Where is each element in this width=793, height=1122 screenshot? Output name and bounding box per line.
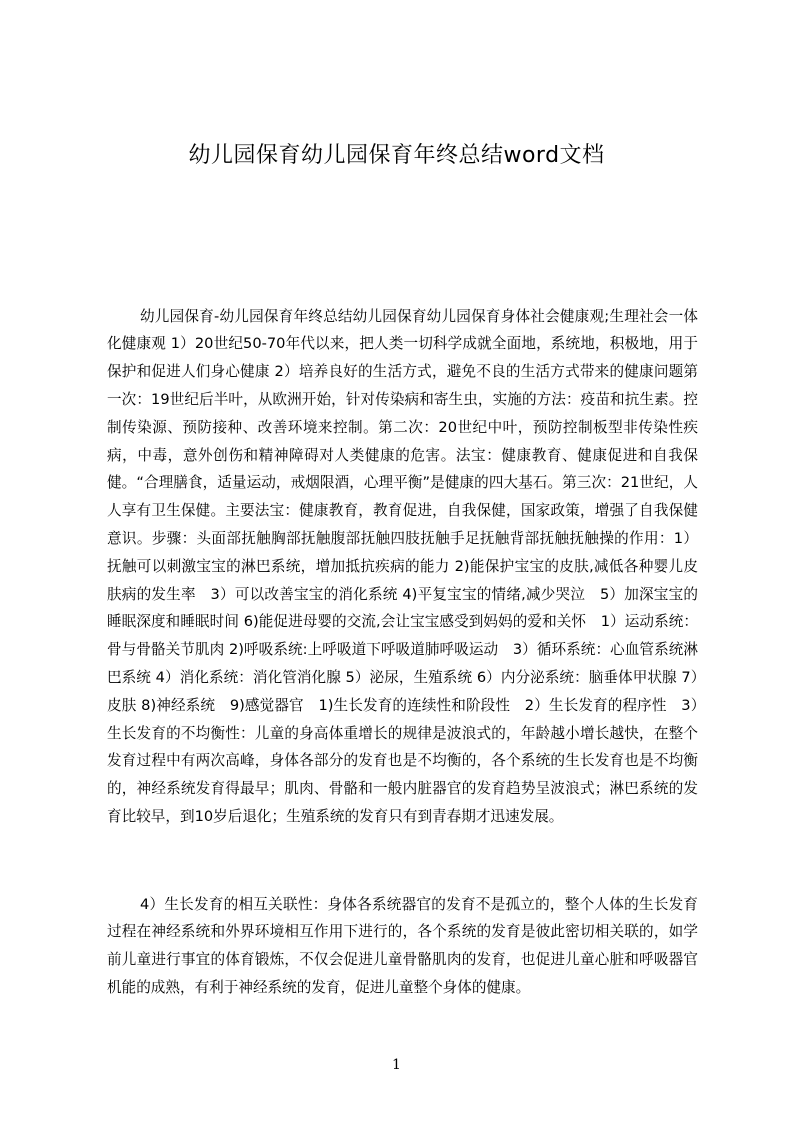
document-title: 幼儿园保育幼儿园保育年终总结word文档 bbox=[188, 143, 605, 168]
body-paragraph: 幼儿园保育-幼儿园保育年终总结幼儿园保育幼儿园保育身体社会健康观;生理社会一体化健康观 1）20世纪50-70年代以来，把人类一切科学成就全面地，系统地，积极地，用于保护和促进人们身心健康 2）培养良好的生活方式，避免不良的生活方式带来的健康问题第一次：19世纪后半叶，从欧洲开始，针对传染病和寄生虫，实施的方法：疫苗和抗生素。控制传染源、预防接种、改善环境来控制。第二次：20世纪中叶，预防控制板型非传染性疾病，中毒，意外创伤和精神障碍对人类健康的危害。法宝：健康教育、健康促进和自我保健。“合理膳食，适量运动，戒烟限酒，心理平衡”是健康的四大基石。第三次：21世纪，人人享有卫生保健。主要法宝：健康教育，教育促进，自我保健，国家政策，增强了自我保健意识。步骤：头面部抚触胸部抚触腹部抚触四肢抚触手足抚触背部抚触抚触操的作用：1）抚触可以刺激宝宝的淋巴系统，增加抵抗疾病的能力 2)能保护宝宝的皮肤,减低各种婴儿皮肤病的发生率 3）可以改善宝宝的消化系统 4)平复宝宝的情绪,减少哭泣 5）加深宝宝的睡眠深度和睡眠时间 6)能促进母婴的交流,会让宝宝感受到妈妈的爱和关怀 1）运动系统：骨与骨骼关节肌肉 2)呼吸系统:上呼吸道下呼吸道肺呼吸运动 3）循环系统：心血管系统淋巴系统 4）消化系统：消化管消化腺 5）泌尿，生殖系统 6）内分泌系统：脑垂体甲状腺 7）皮肤 8)神经系统 9)感觉器官 1)生长发育的连续性和阶段性 2）生长发育的程序性 3）生长发育的不均衡性：儿童的身高体重增长的规律是波浪式的，年龄越小增长越快，在整个发育过程中有两次高峰，身体各部分的发育也是不均衡的，各个系统的生长发育也是不均衡的，神经系统发育得最早；肌肉、骨骼和一般内脏器官的发育趋势呈波浪式；淋巴系统的发育比较早，到10岁后退化；生殖系统的发育只有到青春期才迅速发展。 bbox=[107, 307, 698, 825]
body-paragraph: 4）生长发育的相互关联性：身体各系统器官的发育不是孤立的，整个人体的生长发育过程在神经系统和外界环境相互作用下进行的，各个系统的发育是彼此密切相关联的，如学前儿童进行事宜的体育锻炼，不仅会促进儿童骨骼肌肉的发育，也促进儿童心脏和呼吸器官机能的成熟，有利于神经系统的发育，促进儿童整个身体的健康。 bbox=[107, 895, 698, 996]
page-number: 1 bbox=[392, 1057, 401, 1073]
